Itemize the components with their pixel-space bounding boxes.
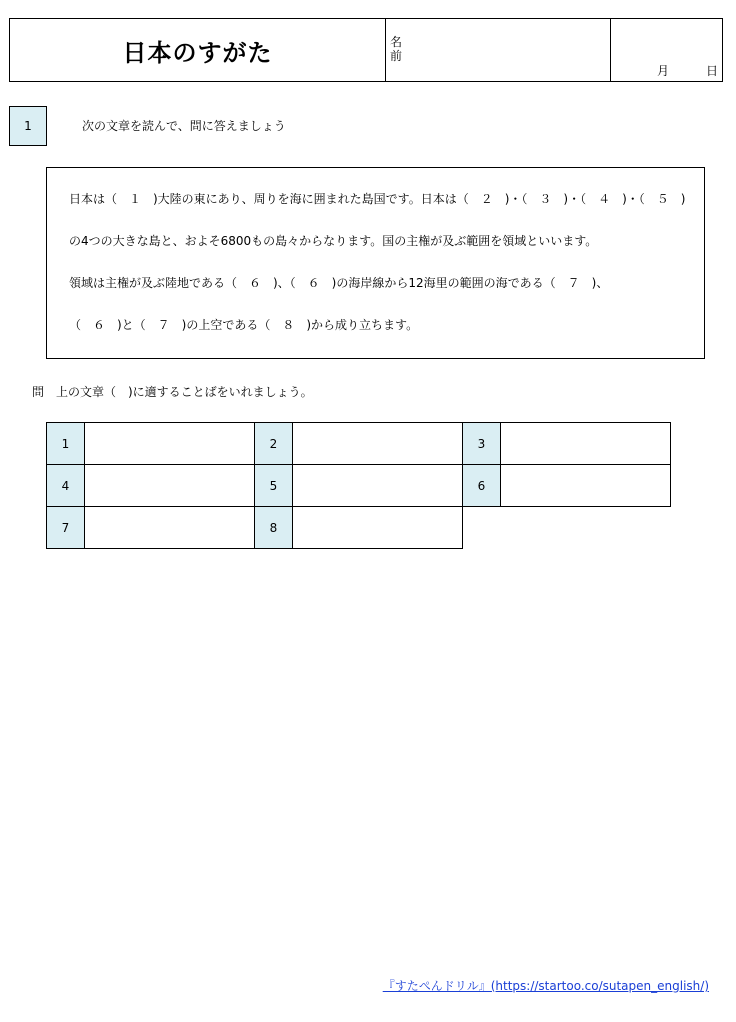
answer-blank[interactable] [293, 422, 463, 465]
answer-number: 6 [462, 464, 501, 507]
passage-line: 日本は（ １ )大陸の東にあり、周りを海に囲まれた島国です。日本は（ ２ )・（ ３ )・（ ４ )・（ ５ ) [69, 192, 686, 206]
footer-link[interactable]: 『すたぺんドリル』(https://startoo.co/sutapen_english/) [382, 979, 709, 993]
answer-cell [462, 422, 671, 465]
day-label: 日 [705, 64, 718, 78]
answer-cell [46, 464, 255, 507]
answer-grid [46, 422, 671, 549]
answer-cell [46, 422, 255, 465]
answer-row [46, 506, 671, 549]
answer-cell [254, 506, 463, 549]
answer-number: 2 [254, 422, 293, 465]
instruction-text: 次の文章を読んで、問に答えましょう [82, 119, 286, 133]
answer-number: 5 [254, 464, 293, 507]
answer-cell [462, 464, 671, 507]
question-number-badge: 1 [9, 106, 47, 146]
answer-row [46, 464, 671, 507]
worksheet-title: 日本のすがた [10, 19, 386, 81]
answer-row [46, 422, 671, 465]
answer-number: 7 [46, 506, 85, 549]
answer-cell [46, 506, 255, 549]
name-box[interactable] [386, 19, 611, 81]
answer-number: 8 [254, 506, 293, 549]
reading-passage [46, 167, 705, 359]
passage-line: （ ６ )と（ ７ )の上空である（ ８ )から成り立ちます。 [69, 318, 419, 332]
answer-blank[interactable] [85, 464, 255, 507]
passage-line: の4つの大きな島と、およそ6800もの島々からなります。国の主権が及ぶ範囲を領域といいます。 [69, 234, 598, 248]
passage-line: 領域は主権が及ぶ陸地である（ ６ )、（ ６ )の海岸線から12海里の範囲の海である（ ７ )、 [69, 276, 609, 290]
answer-cell [254, 422, 463, 465]
answer-number: 3 [462, 422, 501, 465]
date-box[interactable] [611, 19, 722, 81]
worksheet-header [9, 18, 723, 82]
answer-blank[interactable] [85, 506, 255, 549]
answer-number: 4 [46, 464, 85, 507]
answer-number: 1 [46, 422, 85, 465]
answer-blank[interactable] [501, 422, 671, 465]
answer-cell [254, 464, 463, 507]
month-label: 月 [657, 64, 670, 78]
answer-blank[interactable] [293, 506, 463, 549]
question-prompt: 問 上の文章（ )に適することばをいれましょう。 [32, 385, 313, 399]
name-label: 名前 [390, 35, 403, 63]
answer-blank[interactable] [85, 422, 255, 465]
answer-blank[interactable] [501, 464, 671, 507]
answer-blank[interactable] [293, 464, 463, 507]
